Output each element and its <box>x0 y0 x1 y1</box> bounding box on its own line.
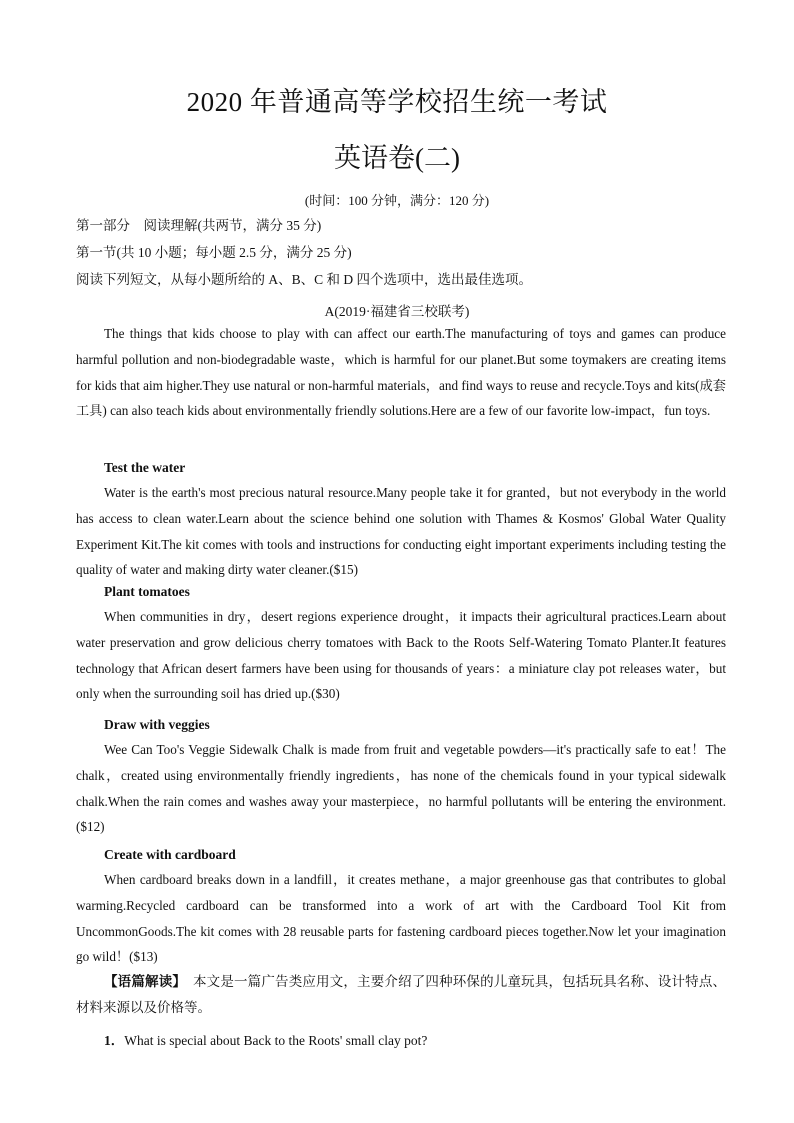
question-1 <box>104 1029 427 1049</box>
item-heading-draw-veggies: Draw with veggies <box>104 717 210 732</box>
analysis-tag: 【语篇解读】 <box>104 974 180 989</box>
item-heading-test-water: Test the water <box>104 460 186 475</box>
question-text: What is special about Back to the Roots' small clay pot? <box>124 1033 428 1048</box>
subsection-heading: 第一节(共 10 小题；每小题 2.5 分，满分 25 分) <box>76 245 352 260</box>
item-text-plant-tomatoes: When communities in dry，desert regions experience drought，it impacts their agricultural practices.Learn about water preservation and grow delicious cherry tomatoes with Back to the Roots Self-Watering Tomato Planter.It features technology that African desert farmers have been using for thousands of years：a miniature clay pot releases water，but only when the surrounding soil has dried up.($30) <box>76 609 726 702</box>
item-heading-plant-tomatoes: Plant tomatoes <box>104 584 190 599</box>
passage-letter: A <box>324 304 335 319</box>
time-info: (时间：100 分钟，满分：120 分) <box>304 193 490 208</box>
item-heading-cardboard: Create with cardboard <box>104 847 236 862</box>
passage-analysis <box>76 969 726 1021</box>
part-heading: 第一部分 阅读理解(共两节，满分 35 分) <box>76 218 322 233</box>
item-text-test-water: Water is the earth's most precious natural resource.Many people take it for granted，but not everybody in the world has access to clean water.Learn about the science behind one solution with Thames & Kosmos' Global Water Quality Experiment Kit.The kit comes with tools and instructions for conducting eight important experiments including testing the quality of water and making dirty water cleaner.($15) <box>76 485 726 578</box>
question-number: 1． <box>104 1033 125 1048</box>
passage-label <box>0 300 794 320</box>
analysis-text: 本文是一篇广告类应用文，主要介绍了四种环保的儿童玩具，包括玩具名称、设计特点、材料来源以及价格等。 <box>76 974 727 1015</box>
exam-subtitle: 英语卷(二) <box>334 143 460 173</box>
passage-intro: The things that kids choose to play with can affect our earth.The manufacturing of toys and games can produce harmful pollution and non-biodegradable waste，which is harmful for our planet.But some toymakers are creating items for kids that aim higher.They use natural or non-harmful materials，and find ways to reuse and recycle.Toys and kits(成套工具) can also teach kids about environmentally friendly solutions.Here are a few of our favorite low-impact，fun toys. <box>76 326 726 419</box>
instruction: 阅读下列短文，从每小题所给的 A、B、C 和 D 四个选项中，选出最佳选项。 <box>76 272 533 287</box>
exam-title: 2020 年普通高等学校招生统一考试 <box>186 87 608 117</box>
item-text-cardboard: When cardboard breaks down in a landfill，it creates methane，a major greenhouse gas that contributes to global warming.Recycled cardboard can be transformed into a work of art with the Cardboard Tool Kit from UncommonGoods.The kit comes with 28 reusable parts for fastening cardboard pieces together.Now let your imagination go wild！($13) <box>76 872 726 965</box>
passage-source: (2019·福建省三校联考) <box>334 304 470 319</box>
item-text-draw-veggies: Wee Can Too's Veggie Sidewalk Chalk is made from fruit and vegetable powders—it's practically safe to eat！The chalk，created using environmentally friendly ingredients，has none of the chemicals found in your typical sidewalk chalk.When the rain comes and washes away your masterpiece，no harmful pollutants will be entering the environment.($12) <box>76 742 726 835</box>
